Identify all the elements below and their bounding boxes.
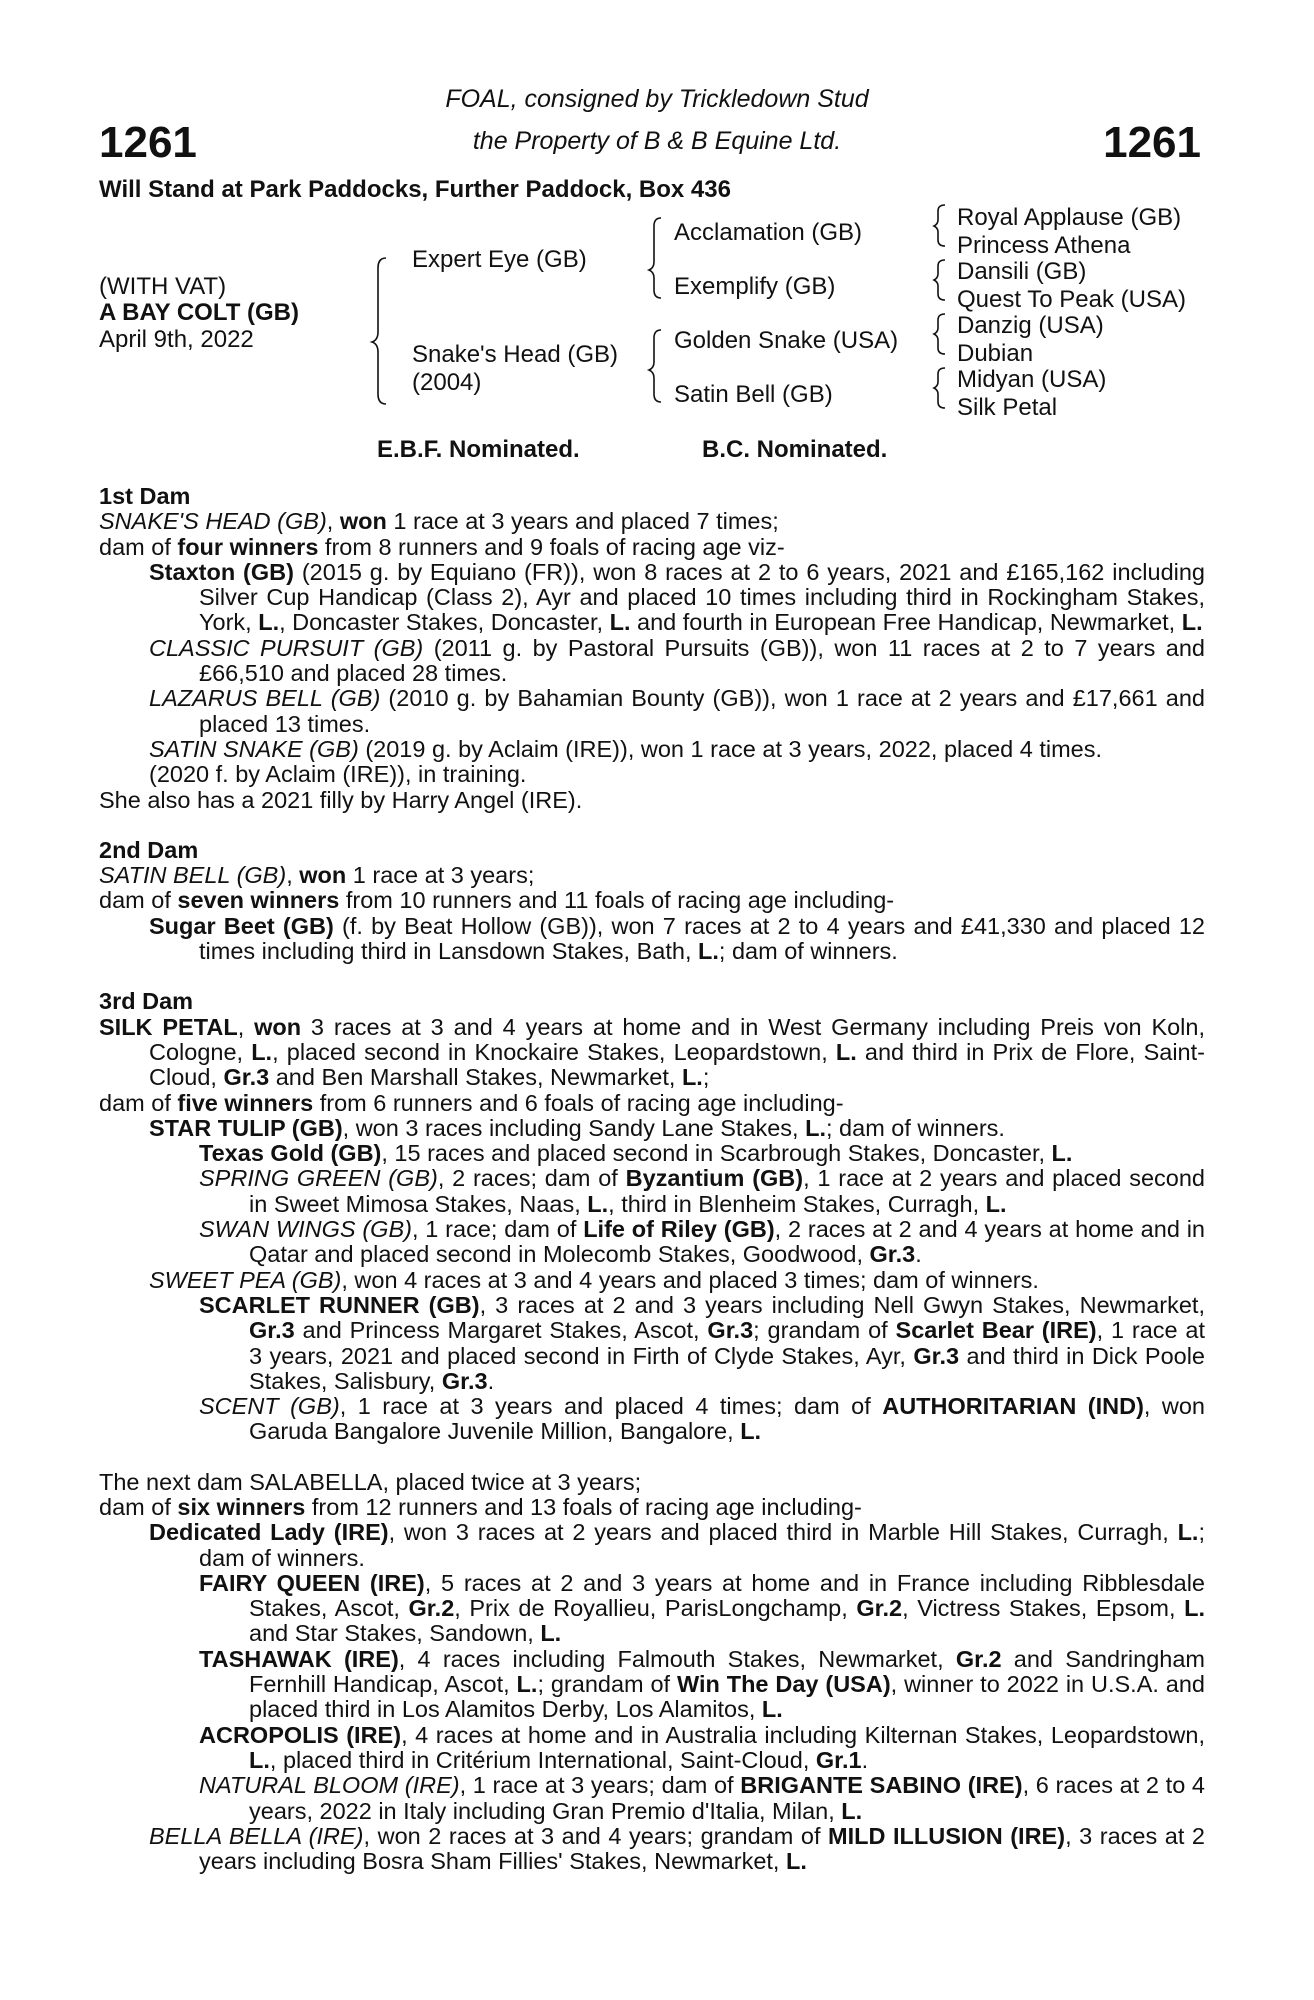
bold-text: Win The Day (USA) (676, 1671, 891, 1698)
text-run: and fourth in European Free Handicap, Newmarket, (630, 609, 1182, 636)
lot-description: A BAY COLT (GB) (99, 299, 300, 326)
text-run: (2010 g. by Bahamian Bounty (GB)), won 1 race at 2 years and £17,661 and placed 13 times. (199, 685, 1205, 737)
text-run: and third in Prix de Flore, Saint-Cloud, (149, 1038, 1205, 1091)
bold-text: Life of Riley (GB) (583, 1216, 775, 1243)
text-run: ; grandam of (537, 1671, 677, 1698)
text-run: , 4 races including Falmouth Stakes, Newmarket, (398, 1645, 956, 1672)
ancestor-name: Dansili (GB) (957, 258, 1087, 285)
ebf-nomination: E.B.F. Nominated. (377, 436, 580, 463)
text-run: , winner to 2022 in U.S.A. and placed third in Los Alamitos Derby, Los Alamitos, (249, 1671, 1206, 1723)
italic-text: NATURAL BLOOM (IRE) (199, 1772, 460, 1799)
text-run: 3 races at 3 and 4 years at home and in West Germany including Preis von Koln, Cologne, (149, 1013, 1206, 1065)
text-run: , 15 races and placed second in Scarbrough Stakes, Doncaster, (381, 1140, 1052, 1167)
text-run: dam of (99, 887, 178, 914)
ancestor-name: Quest To Peak (USA) (957, 286, 1186, 313)
sire-name: Expert Eye (GB) (412, 246, 587, 273)
text-run: , Prix de Royallieu, ParisLongchamp, (454, 1595, 857, 1622)
bold-text: L. (1184, 1595, 1205, 1622)
text-run: She also has a 2021 filly by Harry Angel (IRE). (99, 786, 583, 813)
bold-text: Gr.3 (223, 1064, 270, 1091)
text-run: , 1 race at 3 years and placed 4 times; dam of (339, 1393, 883, 1420)
text-run: , placed second in Knockaire Stakes, Leopardstown, (272, 1038, 836, 1065)
ancestor-name: Princess Athena (957, 232, 1131, 259)
bold-text: six winners (177, 1493, 306, 1520)
lot-number-right: 1261 (1103, 118, 1201, 167)
bold-text: SCARLET RUNNER (GB) (199, 1291, 480, 1318)
text-run: (2011 g. by Pastoral Pursuits (GB)), won 11 races at 2 to 7 years and £66,510 and placed 28 times. (199, 634, 1205, 687)
text-run: , 1 race at 3 years; dam of (459, 1772, 741, 1799)
text-run: , Victress Stakes, Epsom, (902, 1595, 1185, 1622)
vat-label: (WITH VAT) (99, 273, 227, 300)
text-run: , won 2 races at 3 and 4 years; grandam of (363, 1822, 829, 1849)
bold-text: L. (249, 1746, 270, 1773)
text-run: (2019 g. by Aclaim (IRE)), won 1 race at 3 years, 2022, placed 4 times. (358, 735, 1103, 762)
bold-text: L. (540, 1620, 562, 1647)
text-run: ; dam of winners. (199, 1519, 1205, 1571)
pedigree-entry (99, 1520, 1205, 1571)
text-run: 1 race at 3 years; (346, 862, 535, 889)
bold-text: won (254, 1013, 302, 1040)
bold-text: Gr.3 (249, 1317, 295, 1344)
text-run: (2015 g. by Equiano (FR)), won 8 races at 2 to 6 years, 2021 and £165,162 including Silver Cup Handicap (Class 2), Ayr and placed 10 times including third in Rockingham Stakes, York, (199, 558, 1205, 636)
lot-number-left: 1261 (99, 118, 197, 167)
bold-text: Gr.3 (707, 1317, 754, 1344)
text-run: , 3 races at 2 years including Bosra Sham Fillies' Stakes, Newmarket, (199, 1822, 1205, 1875)
bold-text: L. (587, 1190, 609, 1217)
bold-text: Sugar Beet (GB) (149, 912, 334, 939)
dam-year: (2004) (412, 369, 482, 396)
bold-text: Gr.3 (913, 1342, 960, 1369)
text-run: , 4 races at home and in Australia including Kilternan Stakes, Leopardstown, (401, 1721, 1205, 1748)
pedigree-entry (99, 863, 1205, 888)
text-run: ; grandam of (753, 1317, 896, 1344)
section-gap (99, 964, 1205, 989)
bold-text: Texas Gold (GB) (199, 1140, 382, 1167)
pedigree-entry (99, 1470, 1205, 1495)
text-run: , 5 races at 2 and 3 years at home and in France including Ribblesdale Stakes, Ascot, (249, 1569, 1205, 1622)
pedigree-entry (99, 1495, 1205, 1520)
pedigree-entry (99, 535, 1205, 560)
bold-text: Gr.3 (441, 1367, 488, 1394)
pedigree-entry (99, 1015, 1205, 1091)
bold-text: L. (985, 1190, 1007, 1217)
bold-text: Byzantium (GB) (625, 1165, 804, 1192)
pedigree-entry (99, 686, 1205, 737)
section-title: 3rd Dam (99, 988, 194, 1015)
text-run: , won Garuda Bangalore Juvenile Million, Bangalore, (249, 1393, 1205, 1445)
text-run: , 2 races at 2 and 4 years at home and in Qatar and placed second in Molecomb Stakes, Goodwood, (249, 1216, 1205, 1268)
text-run: , 2 races; dam of (437, 1165, 626, 1192)
italic-text: SATIN SNAKE (GB) (149, 735, 359, 762)
ancestor-name: Royal Applause (GB) (957, 204, 1182, 231)
text-run: from 6 runners and 6 foals of racing age including- (313, 1089, 844, 1116)
bold-text: L. (698, 938, 719, 965)
text-run: and third in Dick Poole Stakes, Salisbury, (249, 1342, 1206, 1394)
text-run: from 12 runners and 13 foals of racing age including- (305, 1493, 862, 1520)
bold-text: won (339, 508, 387, 535)
text-run: from 8 runners and 9 foals of racing age viz- (318, 533, 785, 560)
bold-text: Gr.2 (408, 1595, 455, 1622)
catalogue-body (99, 484, 1205, 1874)
text-run: , placed third in Critérium International, Saint-Cloud, (269, 1746, 816, 1773)
text-run: , won 3 races at 2 years and placed third in Marble Hill Stakes, Curragh, (388, 1519, 1178, 1546)
italic-text: SATIN BELL (GB) (99, 862, 287, 889)
bold-text: Dedicated Lady (IRE) (149, 1519, 389, 1546)
text-run: The next dam SALABELLA, placed twice at 3 years; (99, 1468, 642, 1495)
pedigree-entry (99, 636, 1205, 687)
section-gap (99, 813, 1205, 838)
bold-text: L. (841, 1797, 863, 1824)
bold-text: L. (740, 1418, 762, 1445)
pedigree-entry (99, 1217, 1205, 1268)
bold-text: L. (805, 1114, 826, 1141)
bc-nomination: B.C. Nominated. (702, 436, 888, 463)
pedigree-entry (99, 509, 1205, 534)
italic-text: LAZARUS BELL (GB) (149, 685, 381, 712)
text-run: , won 4 races at 3 and 4 years and placed 3 times; dam of winners. (341, 1266, 1039, 1293)
pedigree-entry (99, 1166, 1205, 1217)
text-run: , 1 race at 2 years and placed second in Sweet Mimosa Stakes, Naas, (249, 1165, 1205, 1217)
text-run: , 3 races at 2 and 3 years including Nell Gwyn Stakes, Newmarket, (479, 1291, 1205, 1318)
pedigree-entry (99, 1571, 1205, 1647)
pedigree-entry (99, 1824, 1205, 1875)
text-run: , third in Blenheim Stakes, Curragh, (608, 1190, 986, 1217)
text-run: and Princess Margaret Stakes, Ascot, (294, 1317, 708, 1344)
text-run: , 6 races at 2 to 4 years, 2022 in Italy including Gran Premio d'Italia, Milan, (249, 1772, 1206, 1824)
foaled-date: April 9th, 2022 (99, 326, 254, 353)
text-run: . (861, 1746, 869, 1773)
pedigree-entry (99, 1116, 1205, 1141)
text-run: 1 race at 3 years and placed 7 times; (386, 508, 779, 535)
pedigree-entry (99, 1293, 1205, 1394)
italic-text: SCENT (GB) (199, 1393, 340, 1420)
text-run: ; dam of winners. (826, 1114, 1005, 1141)
text-run: , 1 race at 3 years, 2021 and placed second in Firth of Clyde Stakes, Ayr, (249, 1317, 1206, 1369)
pedigree-entry (99, 1647, 1205, 1723)
text-run: , (237, 1013, 255, 1040)
ancestor-name: Silk Petal (957, 394, 1058, 421)
text-run: . (487, 1367, 495, 1394)
pedigree-entry (99, 1268, 1205, 1293)
bold-text: Gr.2 (856, 1595, 903, 1622)
italic-text: SWEET PEA (GB) (149, 1266, 342, 1293)
pedigree-entry (99, 1394, 1205, 1445)
section-title: 2nd Dam (99, 836, 199, 863)
bold-text: L. (1177, 1519, 1199, 1546)
text-run: , Doncaster Stakes, Doncaster, (279, 609, 610, 636)
pedigree-entry (99, 737, 1205, 762)
sire-sire-name: Acclamation (GB) (674, 219, 863, 246)
pedigree-entry (99, 762, 1205, 787)
bold-text: L. (251, 1038, 273, 1065)
dam-dam-name: Satin Bell (GB) (674, 381, 833, 408)
text-run: and Sandringham Fernhill Handicap, Ascot, (249, 1645, 1205, 1698)
italic-text: CLASSIC PURSUIT (GB) (149, 634, 424, 661)
pedigree-entry (99, 560, 1205, 636)
bold-text: MILD ILLUSION (IRE) (828, 1822, 1066, 1849)
bold-text: four winners (177, 533, 319, 560)
bold-text: won (299, 862, 347, 889)
pedigree-entry (99, 1141, 1205, 1166)
text-run: , (326, 508, 340, 535)
bold-text: SILK PETAL (99, 1013, 238, 1040)
consignor-line: FOAL, consigned by Trickledown Stud (445, 85, 869, 113)
bold-text: L. (516, 1671, 538, 1698)
bold-text: FAIRY QUEEN (IRE) (199, 1569, 425, 1596)
italic-text: SNAKE'S HEAD (GB) (99, 508, 327, 535)
pedigree-entry (99, 1723, 1205, 1774)
bold-text: Gr.1 (815, 1746, 862, 1773)
text-run: from 10 runners and 11 foals of racing age including- (339, 887, 895, 914)
text-run: dam of (99, 533, 178, 560)
italic-text: BELLA BELLA (IRE) (149, 1822, 364, 1849)
bold-text: Staxton (GB) (149, 558, 294, 585)
ancestor-name: Midyan (USA) (957, 366, 1107, 393)
text-run: (f. by Beat Hollow (GB)), won 7 races at 2 to 4 years and £41,330 and placed 12 times including third in Lansdown Stakes, Bath, (199, 912, 1206, 965)
bold-text: TASHAWAK (IRE) (199, 1645, 399, 1672)
text-run: , won 3 races including Sandy Lane Stakes, (342, 1114, 806, 1141)
pedigree-entry (99, 1091, 1205, 1116)
bold-text: ACROPOLIS (IRE) (199, 1721, 402, 1748)
italic-text: SPRING GREEN (GB) (199, 1165, 438, 1192)
text-run: (2020 f. by Aclaim (IRE)), in training. (149, 761, 527, 788)
bold-text: AUTHORITARIAN (IND) (882, 1393, 1144, 1420)
ancestor-name: Danzig (USA) (957, 312, 1104, 339)
text-run: , 1 race; dam of (411, 1216, 584, 1243)
bold-text: L. (681, 1064, 703, 1091)
text-run: . (915, 1241, 922, 1268)
bold-text: Gr.3 (869, 1241, 916, 1268)
pedigree-entry (99, 788, 1205, 813)
ancestor-name: Dubian (957, 340, 1034, 367)
bold-text: Gr.2 (955, 1645, 1002, 1672)
text-run: ; dam of winners. (718, 938, 898, 965)
bold-text: L. (785, 1848, 807, 1875)
pedigree-entry (99, 914, 1205, 965)
pedigree-entry (99, 888, 1205, 913)
stand-line: Will Stand at Park Paddocks, Further Paddock, Box 436 (99, 176, 731, 203)
bold-text: five winners (177, 1089, 314, 1116)
section-gap (99, 1445, 1205, 1470)
italic-text: SWAN WINGS (GB) (199, 1216, 412, 1243)
dam-sire-name: Golden Snake (USA) (674, 327, 899, 354)
bold-text: seven winners (177, 887, 340, 914)
bold-text: L. (609, 609, 631, 636)
text-run: and Star Stakes, Sandown, (249, 1620, 541, 1647)
bold-text: L. (1181, 609, 1203, 636)
text-run: , (286, 862, 300, 889)
bold-text: L. (1051, 1140, 1073, 1167)
text-run: ; (702, 1064, 710, 1091)
section-title: 1st Dam (99, 483, 191, 509)
bold-text: L. (258, 609, 280, 636)
bold-text: L. (835, 1038, 857, 1065)
bold-text: BRIGANTE SABINO (IRE) (740, 1772, 1023, 1799)
dam-name: Snake's Head (GB) (412, 341, 619, 368)
pedigree-entry (99, 1773, 1205, 1824)
text-run: dam of (99, 1089, 178, 1116)
bold-text: STAR TULIP (GB) (149, 1114, 343, 1141)
bold-text: Scarlet Bear (IRE) (895, 1317, 1097, 1344)
property-line: the Property of B & B Equine Ltd. (472, 127, 842, 155)
sire-dam-name: Exemplify (GB) (674, 273, 836, 300)
bold-text: L. (761, 1696, 783, 1723)
text-run: and Ben Marshall Stakes, Newmarket, (269, 1064, 682, 1091)
text-run: dam of (99, 1493, 178, 1520)
